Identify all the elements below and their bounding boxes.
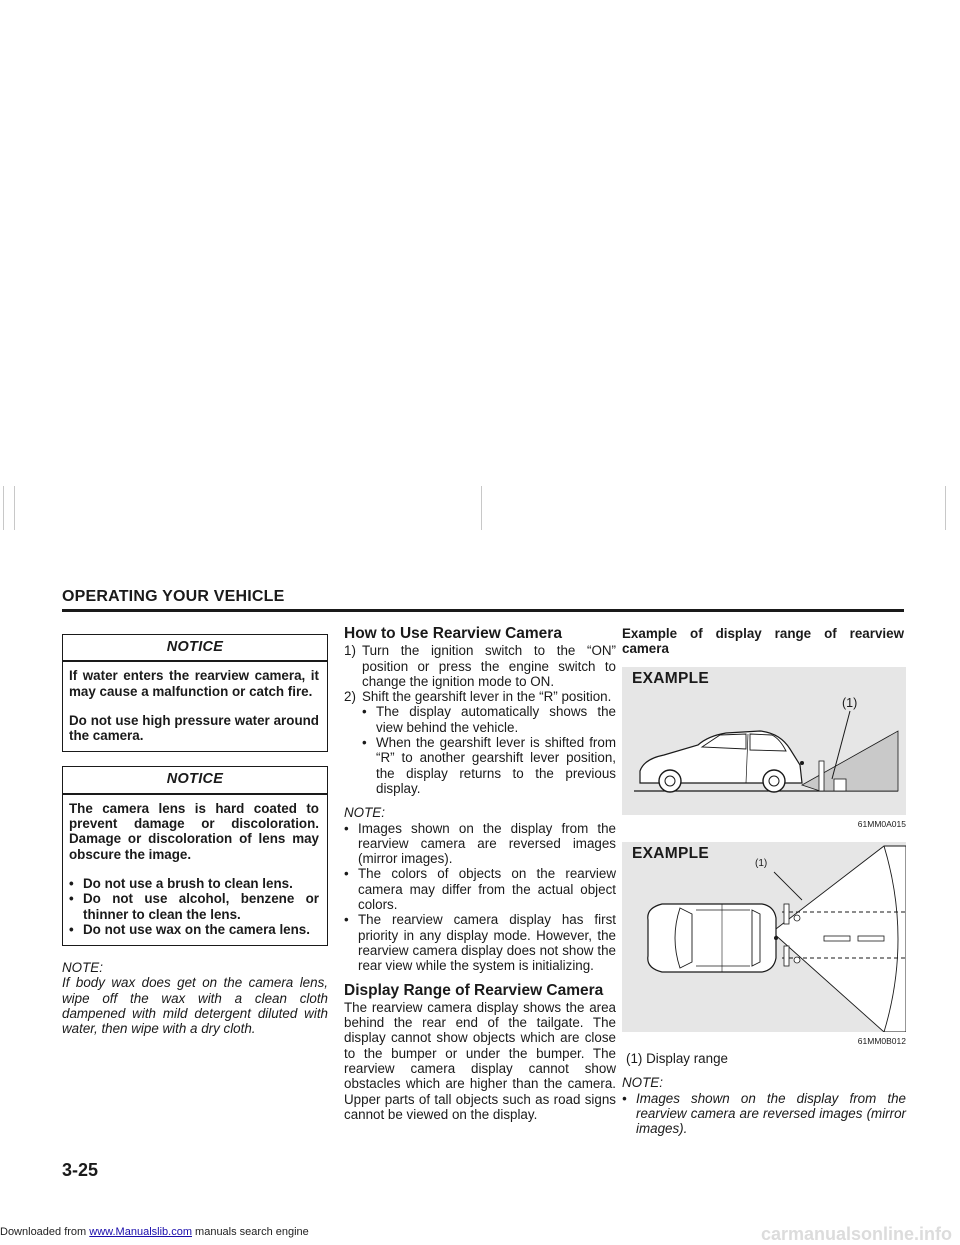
footer-suffix: manuals search engine bbox=[191, 1226, 309, 1238]
figure-legend: (1) Display range bbox=[626, 1051, 728, 1067]
notice-heading: NOTICE bbox=[63, 767, 327, 794]
note-text: If body wax does get on the camera lens, wipe off the wax with a clean cloth dampened with mild detergent diluted with water, then wipe with a dry cloth. bbox=[62, 975, 328, 1037]
figure-label: EXAMPLE bbox=[632, 669, 710, 687]
crop-mark bbox=[3, 486, 4, 530]
car-side-view-illustration bbox=[622, 667, 906, 815]
section-title: OPERATING YOUR VEHICLE bbox=[62, 588, 285, 605]
heading-how-to-use: How to Use Rearview Camera bbox=[344, 625, 562, 642]
step-sub-list bbox=[344, 704, 616, 796]
figure-callout: (1) bbox=[842, 695, 858, 710]
steps-list bbox=[344, 643, 616, 704]
footer-prefix: Downloaded from bbox=[0, 1226, 90, 1238]
figure-code: 61MM0B012 bbox=[857, 1035, 906, 1046]
step-item bbox=[344, 689, 616, 704]
note-label: NOTE: bbox=[622, 1075, 663, 1091]
notice-box-water bbox=[62, 634, 328, 752]
list-item: • Images shown on the display from the rearview camera are reversed images (mirror images). bbox=[344, 821, 616, 867]
notice-body bbox=[63, 662, 327, 751]
note-label: NOTE: bbox=[62, 960, 103, 976]
notice-text: The camera lens is hard coated to prevent damage or discoloration. Damage or discoloration of lens may obscure the image. bbox=[69, 800, 319, 862]
figure-top-view bbox=[622, 842, 906, 1032]
figure-code: 61MM0A015 bbox=[857, 818, 906, 829]
step-text: Turn the ignition switch to the “ON” position or press the engine switch to change the ignition mode to ON. bbox=[362, 643, 616, 689]
list-item: • Do not use a brush to clean lens. bbox=[69, 876, 319, 891]
note-bullet-list bbox=[622, 1091, 906, 1137]
list-item: • The rearview camera display has first priority in any display mode. However, the rearview camera display does not show the rear view while the system is initializing. bbox=[344, 912, 616, 973]
notice-bullet-list bbox=[69, 876, 319, 937]
figure-caption-heading: Example of display range of rearview camera bbox=[622, 626, 904, 657]
notice-heading: NOTICE bbox=[63, 635, 327, 662]
column-2 bbox=[344, 626, 616, 1122]
notice-text: If water enters the rearview camera, it may cause a malfunction or catch fire. bbox=[69, 668, 319, 699]
step-number: 1) bbox=[344, 643, 356, 659]
figure-label: EXAMPLE bbox=[632, 844, 710, 862]
list-item: • The colors of objects on the rearview camera may differ from the actual object colors. bbox=[344, 866, 616, 912]
heading-display-range: Display Range of Rearview Camera bbox=[344, 981, 604, 999]
figure-side-view bbox=[622, 667, 906, 815]
page-number: 3-25 bbox=[62, 1160, 99, 1180]
crop-mark bbox=[481, 486, 482, 530]
list-item: • Do not use wax on the camera lens. bbox=[69, 922, 319, 937]
crop-mark bbox=[945, 486, 946, 530]
step-number: 2) bbox=[344, 689, 356, 705]
list-item: • The display automatically shows the view behind the vehicle. bbox=[362, 704, 616, 735]
watermark: carmanualsonline.info bbox=[760, 1224, 952, 1244]
list-item: • Images shown on the display from the rearview camera are reversed images (mirror images). bbox=[622, 1091, 906, 1137]
notice-box-lens bbox=[62, 766, 328, 946]
step-item bbox=[344, 643, 616, 689]
note-label: NOTE: bbox=[344, 805, 385, 821]
list-item: • Do not use alcohol, benzene or thinner to clean the lens. bbox=[69, 891, 319, 922]
crop-mark bbox=[14, 486, 15, 530]
display-range-paragraph: The rearview camera display shows the area behind the rear end of the tailgate. The display cannot show objects which are close to the bumper or under the bumper. The rearview camera display cannot show obstacles which are higher than the camera. Upper parts of tall objects such as road signs cannot be viewed on the display. bbox=[344, 999, 616, 1122]
download-footer bbox=[0, 1226, 309, 1238]
notice-body bbox=[63, 795, 327, 945]
list-item: • When the gearshift lever is shifted from “R” to another gearshift lever position, the display returns to the previous display. bbox=[362, 735, 616, 796]
step-text: Shift the gearshift lever in the “R” position. bbox=[362, 689, 612, 705]
section-rule bbox=[62, 609, 904, 612]
car-top-view-illustration bbox=[622, 842, 906, 1032]
column-1 bbox=[62, 634, 328, 1037]
note-bullet-list bbox=[344, 821, 616, 974]
notice-text: Do not use high pressure water around the camera. bbox=[69, 712, 319, 744]
figure-callout: (1) bbox=[755, 857, 768, 869]
manualslib-link[interactable]: www.Manualslib.com bbox=[89, 1226, 192, 1238]
column-3 bbox=[622, 626, 906, 1137]
